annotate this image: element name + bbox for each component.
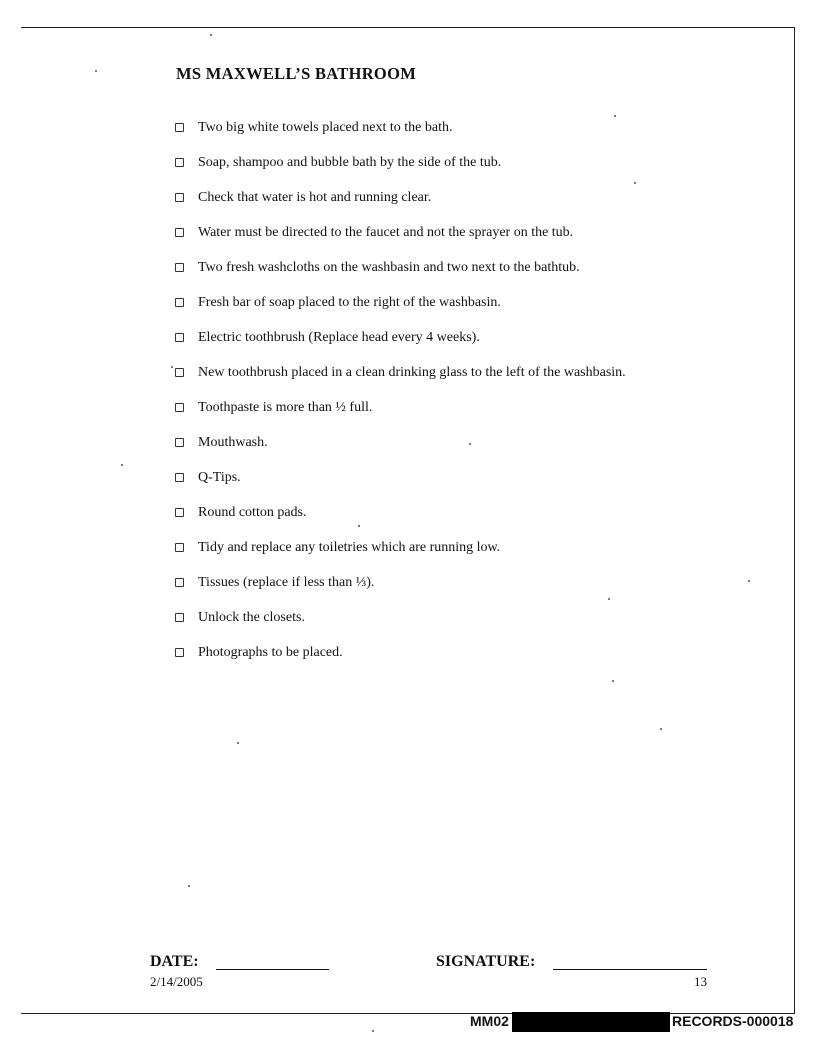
checklist-item [175, 260, 580, 276]
scan-speck [372, 1030, 374, 1032]
checkbox-icon[interactable] [175, 403, 184, 412]
scan-speck [614, 115, 616, 117]
scan-speck [188, 885, 190, 887]
checkbox-icon[interactable] [175, 263, 184, 272]
bates-prefix: MM02 [470, 1013, 509, 1029]
checkbox-icon[interactable] [175, 123, 184, 132]
checklist-item-label: Round cotton pads. [198, 505, 307, 520]
checklist-item-label: Q-Tips. [198, 470, 241, 485]
checklist-item [175, 190, 431, 206]
checklist-item-label: Two fresh washcloths on the washbasin and two next to the bathtub. [198, 260, 580, 275]
checklist-item [175, 120, 452, 136]
checklist-item [175, 610, 305, 626]
checklist-item-label: Check that water is hot and running clear. [198, 190, 432, 205]
checklist-item-label: Unlock the closets. [198, 610, 305, 625]
checkbox-icon[interactable] [175, 333, 184, 342]
checklist-item-label: New toothbrush placed in a clean drinking glass to the left of the washbasin. [198, 365, 626, 380]
scan-speck [171, 366, 173, 368]
page-number: 13 [694, 974, 707, 989]
page-border [21, 27, 795, 1014]
checklist-item [175, 400, 372, 416]
scan-speck [608, 598, 610, 600]
checkbox-icon[interactable] [175, 438, 184, 447]
scan-speck [237, 742, 239, 744]
date-value: 2/14/2005 [150, 974, 203, 989]
checkbox-icon[interactable] [175, 193, 184, 202]
checklist-item-label: Fresh bar of soap placed to the right of the washbasin. [198, 295, 501, 310]
scan-speck [358, 525, 360, 527]
checkbox-icon[interactable] [175, 298, 184, 307]
checkbox-icon[interactable] [175, 158, 184, 167]
checkbox-icon[interactable] [175, 578, 184, 587]
scan-speck [121, 464, 123, 466]
checklist-item-label: Water must be directed to the faucet and not the sprayer on the tub. [198, 225, 574, 240]
checkbox-icon[interactable] [175, 543, 184, 552]
scan-speck [660, 728, 662, 730]
checklist-item [175, 505, 307, 521]
checklist-item [175, 155, 501, 171]
checklist-item [175, 295, 501, 311]
checklist-item-label: Electric toothbrush (Replace head every 4 weeks). [198, 330, 480, 345]
scan-speck [748, 580, 750, 582]
date-line [216, 969, 329, 970]
checklist-item-label: Mouthwash. [198, 435, 268, 450]
scan-speck [210, 34, 212, 36]
scan-speck [95, 70, 97, 72]
signature-line [553, 969, 707, 970]
checkbox-icon[interactable] [175, 613, 184, 622]
checklist-item-label: Two big white towels placed next to the bath. [198, 120, 453, 135]
scan-speck [612, 680, 614, 682]
checklist-item [175, 435, 268, 451]
checklist-item-label: Toothpaste is more than ½ full. [198, 400, 373, 415]
bates-number: RECORDS-000018 [672, 1013, 794, 1029]
checklist-item [175, 575, 374, 591]
scan-speck [469, 443, 471, 445]
checklist-item-label: Tissues (replace if less than ⅓). [198, 575, 375, 590]
checkbox-icon[interactable] [175, 228, 184, 237]
redaction-bar [512, 1012, 670, 1032]
page-title: MS MAXWELL’S BATHROOM [176, 64, 417, 83]
signature-label: SIGNATURE: [436, 953, 536, 970]
checklist-item [175, 645, 343, 661]
checklist-item-label: Soap, shampoo and bubble bath by the side of the tub. [198, 155, 502, 170]
checkbox-icon[interactable] [175, 508, 184, 517]
checklist-item-label: Photographs to be placed. [198, 645, 343, 660]
checklist-item [175, 365, 626, 381]
checklist-item-label: Tidy and replace any toiletries which are running low. [198, 540, 501, 555]
checklist-item [175, 225, 573, 241]
checkbox-icon[interactable] [175, 368, 184, 377]
checklist-item [175, 330, 480, 346]
checklist-item [175, 540, 500, 556]
scan-speck [634, 182, 636, 184]
checkbox-icon[interactable] [175, 473, 184, 482]
checklist-item [175, 470, 241, 486]
checkbox-icon[interactable] [175, 648, 184, 657]
date-label: DATE: [150, 953, 199, 970]
